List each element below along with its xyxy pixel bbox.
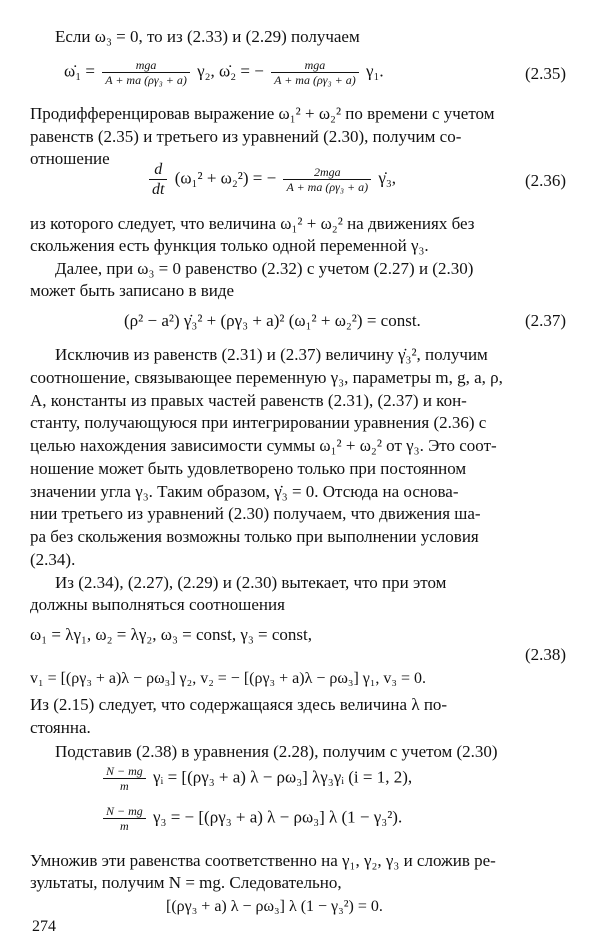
- text-line: отношение: [30, 149, 110, 168]
- text-line: должны выполняться соотношения: [30, 595, 285, 614]
- page-number: 274: [32, 918, 56, 935]
- text-line: Из (2.34), (2.27), (2.29) и (2.30) вытекает, что при этом: [55, 573, 447, 592]
- denominator: A + ma (ργ₃ + a): [271, 72, 359, 87]
- equation-2-39-line2: [100, 804, 402, 833]
- text-line: Исключив из равенств (2.31) и (2.37) величину γ̇₃², получим: [55, 345, 488, 364]
- denominator: dt: [149, 179, 167, 199]
- fraction: [103, 764, 146, 793]
- numerator: N − mg: [106, 804, 143, 818]
- text-line: может быть записано в виде: [30, 281, 235, 300]
- equation-part: γ₁.: [365, 61, 384, 81]
- equation-2-35: [64, 58, 384, 87]
- equation-2-38-line1: ω₁ = λγ₁, ω₂ = λγ₂, ω₃ = const, γ₃ = const,: [30, 625, 313, 644]
- text-line: станту, получающуюся при интегрировании уравнения (2.36) с: [30, 413, 487, 432]
- equation-2-38-line2: v₁ = [(ργ₃ + a)λ − ρω₃] γ₂, v₂ = − [(ργ₃ + a)λ − ρω₃] γ₁, v₃ = 0.: [30, 670, 427, 687]
- text-line: Из (2.15) следует, что содержащаяся здесь величина λ по-: [30, 695, 448, 714]
- equation-part: γᵢ = [(ργ₃ + a) λ − ρω₃] λγ₃γᵢ (i = 1, 2),: [153, 767, 413, 787]
- equation-part: γ₂, ω̇₂ = −: [197, 61, 264, 81]
- fraction: [283, 165, 371, 194]
- equation-2-36: [146, 160, 396, 199]
- text-line: скольжения есть функция только одной переменной γ₃.: [30, 236, 429, 255]
- text-line: равенств (2.35) и третьего из уравнений (2.30), получим со-: [30, 127, 462, 146]
- text-line: (2.34).: [30, 550, 76, 569]
- text-line: нии третьего из уравнений (2.30) получаем, что движения ша-: [30, 504, 481, 523]
- numerator: 2mga: [313, 165, 341, 179]
- text-line: целью нахождения зависимости суммы ω₁² + ω₂² от γ₃. Это соот-: [30, 436, 497, 455]
- text-line: соотношение, связывающее переменную γ₃, параметры m, g, a, ρ,: [30, 368, 503, 387]
- fraction: [102, 58, 190, 87]
- equation-part: γ̇₃,: [378, 168, 397, 188]
- text-line: стоянна.: [30, 718, 91, 737]
- fraction: [149, 160, 167, 199]
- equation-label: (2.37): [525, 311, 567, 330]
- numerator: mga: [304, 58, 326, 72]
- equation-2-40: [(ργ₃ + a) λ − ρω₃] λ (1 − γ₃²) = 0.: [166, 898, 383, 915]
- equation-2-37: (ρ² − a²) γ̇₃² + (ργ₃ + a)² (ω₁² + ω₂²) = const.: [124, 311, 421, 330]
- text-line: значении угла γ₃. Таким образом, γ̇₃ = 0. Отсюда на основа-: [30, 482, 459, 501]
- equation-label: (2.36): [525, 171, 567, 190]
- fraction: [271, 58, 359, 87]
- equation-label: (2.38): [525, 645, 567, 664]
- text-line: Если ω₃ = 0, то из (2.33) и (2.29) получаем: [55, 27, 360, 46]
- text-line: ношение может быть удовлетворено только при постоянном: [30, 459, 467, 478]
- text-line: ра без скольжения возможны только при выполнении условия: [30, 527, 479, 546]
- text-line: Продифференцировав выражение ω₁² + ω₂² по времени с учетом: [30, 104, 495, 123]
- text-line: зультаты, получим N = mg. Следовательно,: [30, 873, 342, 892]
- denominator: m: [103, 818, 146, 833]
- denominator: m: [103, 778, 146, 793]
- denominator: A + ma (ργ₃ + a): [283, 179, 371, 194]
- denominator: A + ma (ργ₃ + a): [102, 72, 190, 87]
- equation-part: γ₃ = − [(ργ₃ + a) λ − ρω₃] λ (1 − γ₃²).: [153, 807, 403, 827]
- numerator: d: [154, 161, 163, 178]
- text-line: Далее, при ω₃ = 0 равенство (2.32) с учетом (2.27) и (2.30): [55, 259, 474, 278]
- equation-part: (ω₁² + ω₂²) = −: [174, 168, 277, 188]
- fraction: [103, 804, 146, 833]
- equation-part: ω̇₁ =: [64, 61, 95, 81]
- numerator: mga: [135, 58, 157, 72]
- equation-2-39-line1: [100, 764, 412, 793]
- text-line: A, константы из правых частей равенств (2.31), (2.37) и кон-: [30, 391, 467, 410]
- text-line: Умножив эти равенства соответственно на γ₁, γ₂, γ₃ и сложив ре-: [30, 851, 496, 870]
- text-line: из которого следует, что величина ω₁² + ω₂² на движениях без: [30, 214, 475, 233]
- text-line: Подставив (2.38) в уравнения (2.28), получим с учетом (2.30): [55, 742, 498, 761]
- equation-label: (2.35): [525, 64, 567, 83]
- numerator: N − mg: [106, 764, 143, 778]
